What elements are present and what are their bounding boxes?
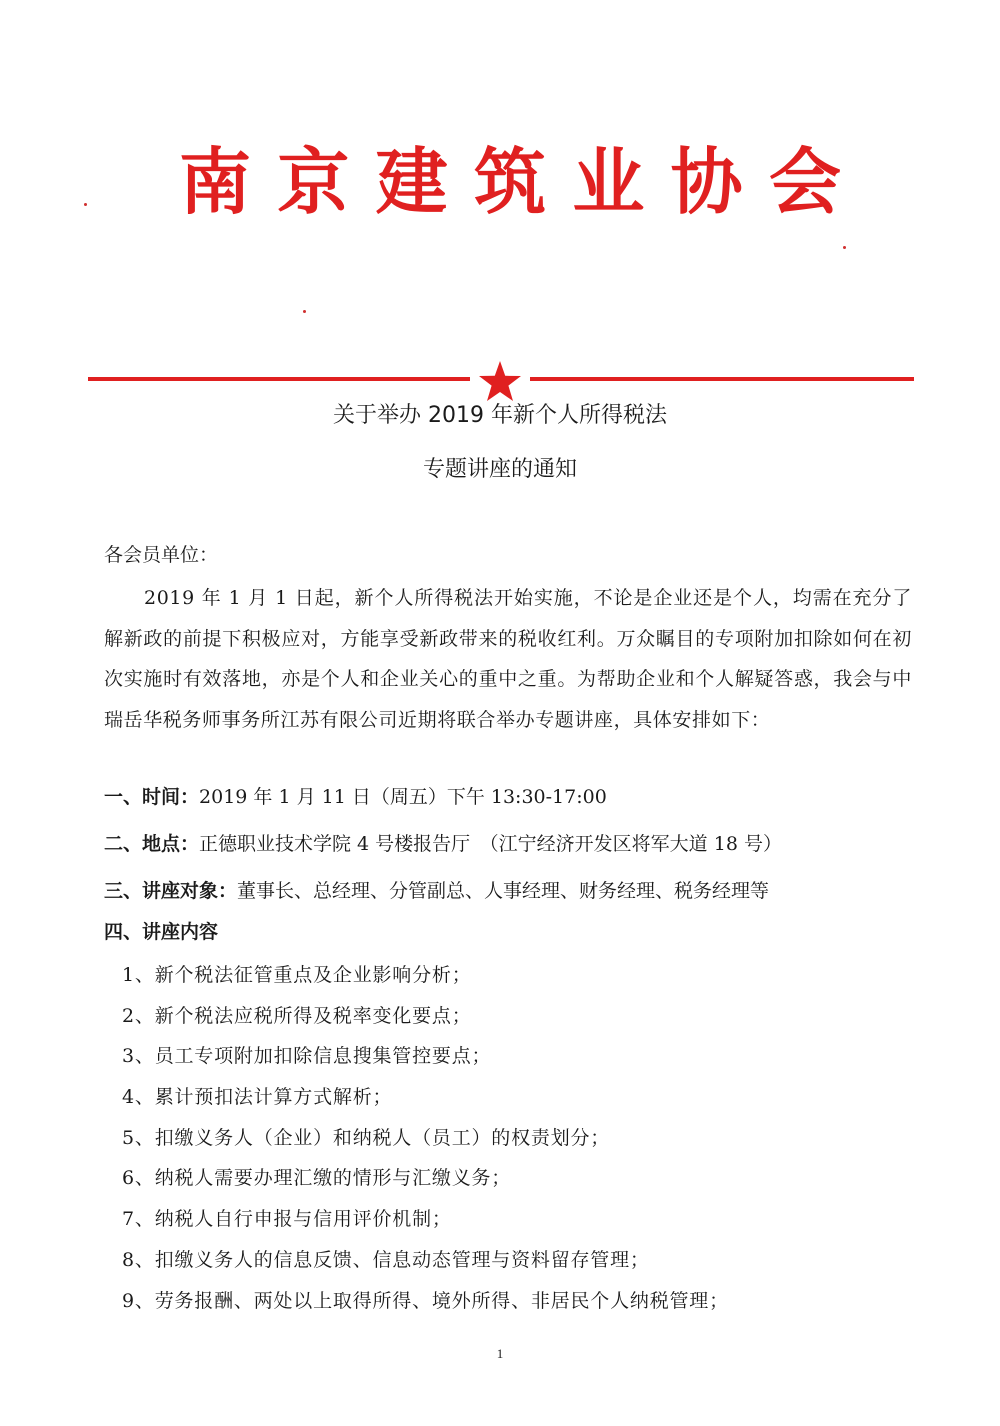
star-icon [478, 360, 522, 402]
notice-title: 关于举办 2019 年新个人所得税法 [333, 403, 667, 428]
section-location [104, 829, 782, 856]
org-char: 会 [768, 139, 841, 224]
list-item: 8、扣缴义务人的信息反馈、信息动态管理与资料留存管理； [122, 1248, 650, 1271]
section-audience [104, 876, 769, 903]
organization-header [170, 138, 850, 226]
section-value: 正德职业技术学院 4 号楼报告厅 （江宁经济开发区将军大道 18 号） [199, 833, 782, 855]
section-label: 一、时间： [104, 786, 200, 808]
list-item: 6、纳税人需要办理汇缴的情形与汇缴义务； [122, 1167, 512, 1190]
red-divider-right [530, 377, 914, 381]
notice-subtitle: 专题讲座的通知 [422, 457, 577, 482]
org-char: 筑 [473, 139, 546, 224]
content-list [122, 955, 729, 1321]
org-char: 京 [277, 139, 350, 224]
section-value: 董事长、总经理、分管副总、人事经理、财务经理、税务经理等 [237, 880, 770, 902]
section-time [104, 782, 607, 809]
scan-speck [843, 246, 846, 249]
red-divider-left [88, 377, 470, 381]
org-char: 协 [670, 139, 743, 224]
org-char: 建 [375, 139, 448, 224]
list-item: 2、新个税法应税所得及税率变化要点； [122, 1004, 472, 1027]
section-value: 2019 年 1 月 11 日（周五）下午 13:30-17:00 [199, 786, 607, 808]
list-item: 7、纳税人自行申报与信用评价机制； [122, 1208, 452, 1231]
section-label: 二、地点： [104, 833, 200, 855]
scan-speck [84, 203, 87, 206]
page-number: 1 [496, 1346, 504, 1361]
salutation: 各会员单位： [104, 544, 219, 566]
list-item: 1、新个税法征管重点及企业影响分析； [122, 964, 472, 986]
list-item: 5、扣缴义务人（企业）和纳税人（员工）的权责划分； [122, 1126, 611, 1149]
list-item: 9、劳务报酬、两处以上取得所得、境外所得、非居民个人纳税管理； [122, 1289, 729, 1312]
org-char: 南 [178, 139, 251, 224]
scan-speck [303, 310, 306, 313]
org-char: 业 [572, 139, 645, 224]
section-label: 三、讲座对象： [104, 880, 238, 902]
section-content-heading: 四、讲座内容 [104, 921, 219, 943]
intro-paragraph: 2019 年 1 月 1 日起，新个人所得税法开始实施，不论是企业还是个人，均需在充分了解新政的前提下积极应对，方能享受新政带来的税收红利。万众瞩目的专项附加扣除如何在初次实施时有效落地，亦是个人和企业关心的重中之重。为帮助企业和个人解疑答惑，我会与中瑞岳华税务师事务所江苏有限公司近期将联合举办专题讲座，具体安排如下： [104, 587, 912, 731]
list-item: 4、累计预扣法计算方式解析； [122, 1086, 393, 1109]
list-item: 3、员工专项附加扣除信息搜集管控要点； [122, 1045, 492, 1068]
